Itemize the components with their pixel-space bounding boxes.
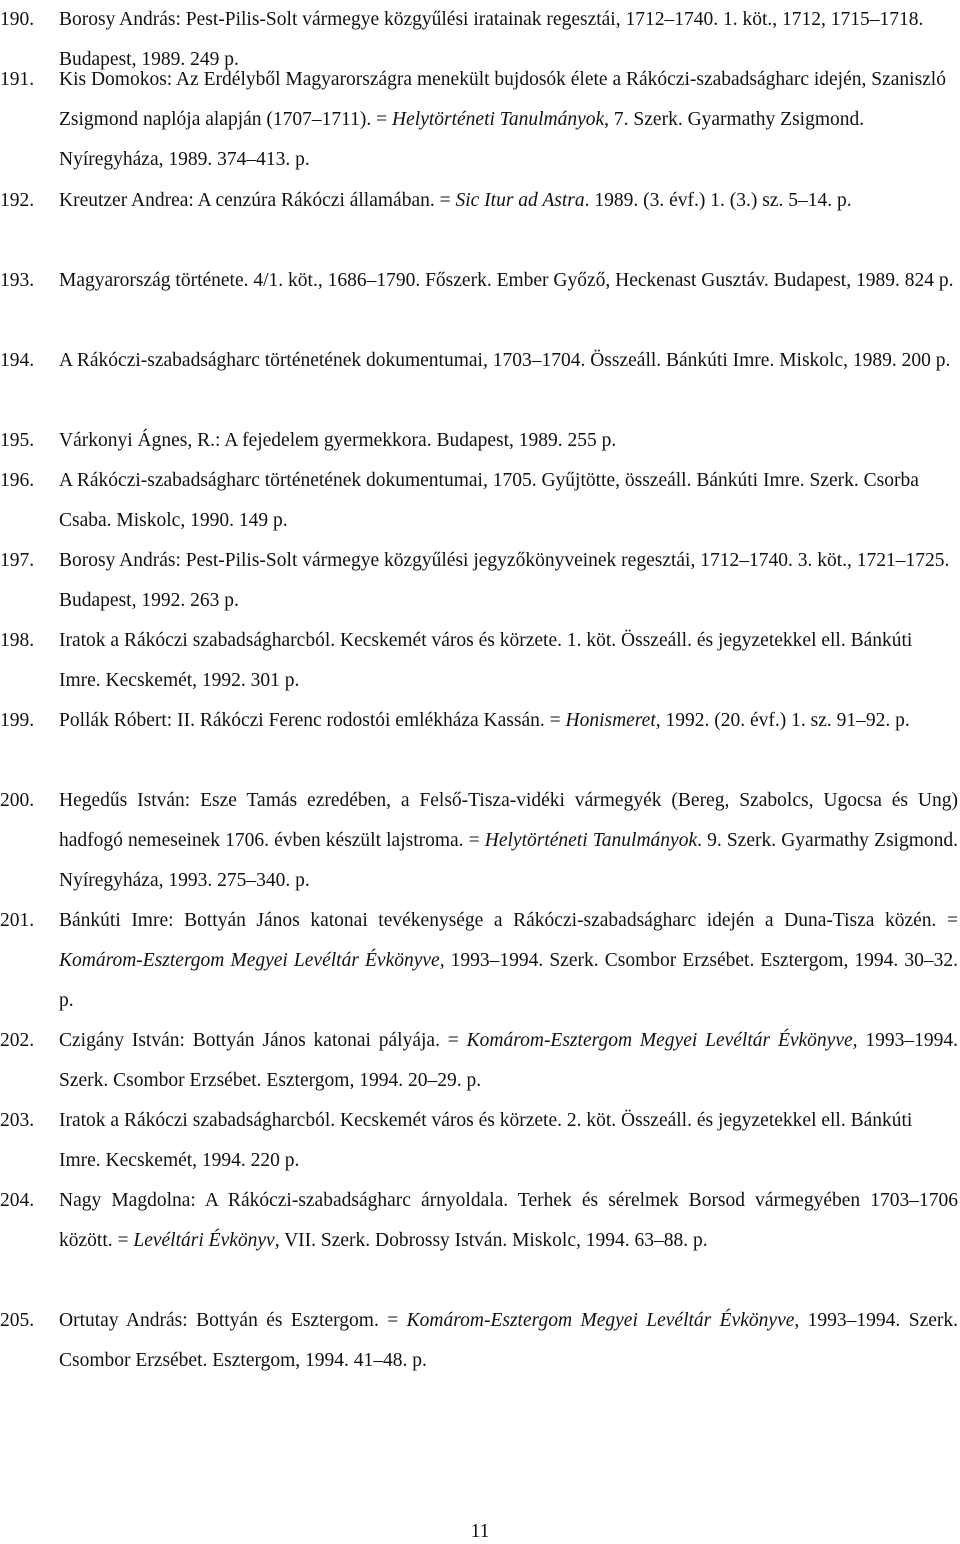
entry-text-segment: Iratok a Rákóczi szabadságharcból. Kecskemét város és körzete. 2. köt. Összeáll. és jegyzetekkel ell. Bánkúti Imre. Kecskemét, 1994. 220 p. (59, 1110, 913, 1171)
entry-text (59, 461, 958, 541)
entry-text-segment: A Rákóczi-szabadságharc történetének dokumentumai, 1705. Gyűjtötte, összeáll. Bánkúti Imre. Szerk. Csorba Csaba. Miskolc, 1990. 149 p. (59, 470, 919, 531)
entry-text-segment: Czigány István: Bottyán János katonai pályája. = (59, 1030, 467, 1051)
entry-text (59, 1101, 958, 1181)
entry-text (59, 541, 958, 621)
entry-text-segment: 1993–1994. Szerk. Csombor Erzsébet. Esztergom, 1994. 20–29. p. (59, 1030, 958, 1091)
entry-text (59, 1021, 958, 1101)
entry-number: 199. (0, 710, 35, 731)
entry-number: 204. (0, 1190, 35, 1211)
entry-text (59, 781, 958, 901)
entry-number: 205. (0, 1310, 35, 1331)
bibliography-entry (0, 341, 958, 381)
bibliography-entry (0, 621, 958, 701)
bibliography-entry (0, 541, 958, 621)
entry-italic-title: Levéltári Évkönyv (133, 1230, 275, 1251)
bibliography-entry (0, 60, 958, 180)
entry-number: 190. (0, 9, 35, 30)
entry-number: 201. (0, 910, 35, 931)
entry-text (59, 1181, 958, 1261)
entry-number: 197. (0, 550, 35, 571)
entry-text-segment: Bánkúti Imre: Bottyán János katonai tevékenysége a Rákóczi-szabadságharc idején a Duna-Tisza közén. = (59, 910, 958, 931)
entry-number: 191. (0, 69, 35, 90)
entry-text (59, 421, 958, 461)
entry-number: 198. (0, 630, 35, 651)
entry-number: 196. (0, 470, 35, 491)
entry-text (59, 1301, 958, 1381)
entry-text-segment: Ortutay András: Bottyán és Esztergom. = (59, 1310, 407, 1331)
entry-text-segment: Magyarország története. 4/1. köt., 1686–1790. Főszerk. Ember Győző, Heckenast Gusztáv. Budapest, 1989. 824 p. (59, 270, 954, 291)
entry-text (59, 60, 958, 180)
entry-italic-title: Helytörténeti Tanulmányok (392, 109, 605, 130)
entry-text (59, 621, 958, 701)
entry-text-segment: 1993–1994. Szerk. Csombor Erzsébet. Esztergom, 1994. 30–32. p. (59, 950, 958, 1011)
entry-text-segment: . 1989. (3. évf.) 1. (3.) sz. 5–14. p. (584, 190, 852, 211)
entry-text-segment: , 7. Szerk. Gyarmathy Zsigmond. Nyíregyháza, 1989. 374–413. p. (59, 109, 865, 170)
entry-text-segment: . 9. Szerk. Gyarmathy Zsigmond. Nyíregyháza, 1993. 275–340. p. (59, 830, 958, 891)
entry-number: 202. (0, 1030, 35, 1051)
entry-italic-title: Sic Itur ad Astra (455, 190, 585, 211)
entry-italic-title: Komárom-Esztergom Megyei Levéltár Évkönyve, (466, 1030, 858, 1051)
entry-text-segment: 1993–1994. Szerk. Csombor Erzsébet. Esztergom, 1994. 41–48. p. (59, 1310, 958, 1371)
entry-text-segment: Pollák Róbert: II. Rákóczi Ferenc rodostói emlékháza Kassán. = (59, 710, 566, 731)
entry-number: 194. (0, 350, 35, 371)
entry-text-segment: Nagy Magdolna: A Rákóczi-szabadságharc árnyoldala. Terhek és sérelmek Borsod vármegyében 1703–1706 között. = (59, 1190, 958, 1251)
entry-text (59, 901, 958, 1021)
bibliography-entry (0, 461, 958, 541)
bibliography-entry (0, 1021, 958, 1101)
bibliography-entry (0, 1181, 958, 1261)
entry-text (59, 181, 958, 220)
entry-italic-title: Honismeret (565, 710, 656, 731)
entry-number: 203. (0, 1110, 35, 1131)
entry-italic-title: Helytörténeti Tanulmányok (484, 830, 698, 851)
bibliography-entry (0, 701, 958, 741)
bibliography-entry (0, 261, 958, 301)
entry-text-segment: Iratok a Rákóczi szabadságharcból. Kecskemét város és körzete. 1. köt. Összeáll. és jegyzetekkel ell. Bánkúti Imre. Kecskemét, 1992. 301 p. (59, 630, 913, 691)
entry-number: 200. (0, 790, 35, 811)
entry-italic-title: Komárom-Esztergom Megyei Levéltár Évkönyve, (406, 1310, 800, 1331)
page-number: 11 (470, 1521, 490, 1542)
entry-text-segment: Hegedűs István: Esze Tamás ezredében, a Felső-Tisza-vidéki vármegyék (Bereg, Szabolcs, Ugocsa és Ung) hadfogó nemeseinek 1706. évben készült lajstroma. = (59, 790, 958, 851)
bibliography-entry (0, 421, 958, 461)
entry-number: 192. (0, 190, 35, 211)
bibliography-entry (0, 1301, 958, 1381)
entry-text-segment: Kis Domokos: Az Erdélyből Magyarországra menekült bujdosók élete a Rákóczi-szabadságharc idején, Szaniszló Zsigmond naplója alapján (1707–1711). = (59, 69, 946, 130)
entry-text-segment: Borosy András: Pest-Pilis-Solt vármegye közgyűlési iratainak regesztái, 1712–1740. 1. köt., 1712, 1715–1718. Budapest, 1989. 249 p. (59, 9, 924, 70)
entry-text-segment: , VII. Szerk. Dobrossy István. Miskolc, 1994. 63–88. p. (274, 1230, 708, 1251)
bibliography-entry (0, 181, 958, 220)
entry-number: 195. (0, 430, 35, 451)
entry-text (59, 341, 958, 381)
entry-text-segment: Várkonyi Ágnes, R.: A fejedelem gyermekkora. Budapest, 1989. 255 p. (59, 430, 617, 451)
bibliography-entry (0, 781, 958, 901)
entry-italic-title: Komárom-Esztergom Megyei Levéltár Évkönyve, (59, 950, 445, 971)
entry-text-segment: Kreutzer Andrea: A cenzúra Rákóczi államában. = (59, 190, 456, 211)
entry-text-segment: Borosy András: Pest-Pilis-Solt vármegye közgyűlési jegyzőkönyveinek regesztái, 1712–1740. 3. köt., 1721–1725. Budapest, 1992. 263 p. (59, 550, 950, 611)
bibliography-entry (0, 901, 958, 1021)
entry-text (59, 261, 958, 301)
bibliography-entry (0, 1101, 958, 1181)
entry-text-segment: , 1992. (20. évf.) 1. sz. 91–92. p. (655, 710, 910, 731)
entry-number: 193. (0, 270, 35, 291)
entry-text-segment: A Rákóczi-szabadságharc történetének dokumentumai, 1703–1704. Összeáll. Bánkúti Imre. Miskolc, 1989. 200 p. (59, 350, 951, 371)
entry-text (59, 701, 958, 741)
